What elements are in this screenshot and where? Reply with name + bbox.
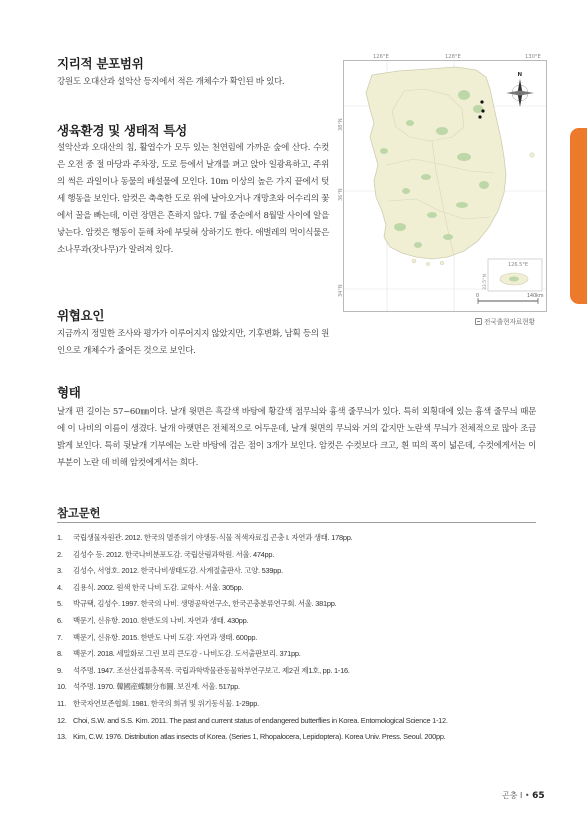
record-point bbox=[481, 109, 484, 112]
scale-start-label: 0 bbox=[476, 294, 480, 299]
reference-text: 박규택, 김성수. 1997. 한국의 나비. 생명공학연구소, 한국곤충분류연구회. 서울. 381pp. bbox=[73, 599, 337, 609]
forest-patch bbox=[458, 90, 470, 100]
reference-number: 10. bbox=[57, 682, 67, 692]
footer-separator: • bbox=[524, 791, 530, 800]
lon-label-130: 130°E bbox=[525, 54, 541, 60]
references-list bbox=[57, 530, 539, 746]
reference-number: 13. bbox=[57, 732, 67, 742]
reference-number: 3. bbox=[57, 566, 63, 576]
forest-patch bbox=[427, 212, 437, 218]
forest-patch bbox=[457, 153, 471, 161]
forest-patch bbox=[479, 181, 489, 189]
forest-patch bbox=[402, 188, 410, 194]
lat-label-36: 36°N bbox=[338, 188, 344, 201]
legend-box-icon bbox=[475, 318, 482, 325]
north-label: N bbox=[517, 72, 523, 78]
island bbox=[530, 153, 534, 157]
reference-number: 6. bbox=[57, 615, 63, 625]
reference-text: 국립생물자원관. 2012. 한국의 멸종위기 야생동·식물 적색자료집 곤충 I. 자연과 생태. 178pp. bbox=[73, 533, 353, 542]
references-divider bbox=[57, 522, 536, 523]
inset-lon-label: 126.5°E bbox=[508, 262, 528, 268]
forest-patch bbox=[421, 174, 431, 180]
page-number: 65 bbox=[532, 791, 545, 801]
reference-number: 4. bbox=[57, 582, 63, 592]
map-top-labels bbox=[343, 51, 549, 60]
reference-number: 8. bbox=[57, 649, 63, 659]
north-arrow-icon bbox=[506, 72, 534, 107]
reference-text: 백문기, 신유항. 2015. 한반도 나비 도감. 자연과 생태. 600pp. bbox=[73, 632, 258, 642]
reference-item bbox=[57, 696, 539, 713]
lon-label-126: 126°E bbox=[373, 54, 389, 60]
forest-patch bbox=[509, 277, 519, 282]
inset-lat-label: 33.5°N bbox=[483, 274, 488, 290]
reference-number: 9. bbox=[57, 665, 63, 675]
reference-text: 백문기. 2018. 세밀화로 그린 보리 큰도감 - 나비도감. 도서출판보리. 371pp. bbox=[73, 649, 301, 659]
habitat-heading: 생육환경 및 생태적 특성 bbox=[57, 123, 187, 138]
forest-patch bbox=[380, 148, 388, 154]
reference-number: 1. bbox=[57, 533, 63, 542]
footer-section-label: 곤충 I bbox=[502, 791, 523, 800]
forest-patch bbox=[473, 105, 483, 113]
reference-item bbox=[57, 713, 539, 730]
distribution-map bbox=[338, 60, 547, 312]
island bbox=[412, 259, 416, 263]
reference-text: 김용식. 2002. 원색 한국 나비 도감. 교학사. 서울. 305pp. bbox=[73, 582, 244, 592]
chapter-side-tab bbox=[570, 128, 587, 304]
reference-number: 5. bbox=[57, 599, 63, 609]
reference-item bbox=[57, 547, 539, 564]
lat-label-34: 34°N bbox=[338, 284, 344, 297]
record-point bbox=[480, 100, 483, 103]
reference-item bbox=[57, 530, 539, 547]
island bbox=[426, 262, 429, 265]
reference-number: 7. bbox=[57, 632, 63, 642]
reference-text: 석주명. 1947. 조선산접류총목록. 국립과학박물관동물학부연구보고. 제2권 제1호, pp. 1-16. bbox=[73, 665, 350, 675]
reference-item bbox=[57, 646, 539, 663]
forest-patch bbox=[456, 202, 468, 208]
korea-landmass bbox=[366, 67, 506, 259]
habitat-text: 설악산과 오대산의 침, 활엽수가 모두 있는 천연림에 가까운 숲에 산다. 수컷은 오전 중 절 마당과 주차장, 도로 등에서 날개를 펴고 앉아 일광욕하고, 주위의 썩은 과일이나 동물의 배설물에 모인다. 10m 이상의 높은 가지 끝에서 텃세 행동을 보인다. 암컷은 축축한 도로 위에 날아오거나 개망초와 어수리의 꽃에서 꿀을 빠는데, 이런 장면은 흔하지 않다. 7월 중순에서 8월말 사이에 알을 낳는다. 암컷은 행동이 둔해 차에 부딪혀 상하기도 한다. 애벌레의 먹이식물은 소나무과(잣나무)가 알려져 있다. bbox=[57, 143, 329, 255]
island bbox=[440, 261, 444, 265]
reference-text: 김성수 등. 2012. 한국나비분포도감. 국립산림과학원. 서울. 474pp. bbox=[73, 549, 275, 559]
forest-patch bbox=[414, 242, 422, 248]
lat-label-38: 38°N bbox=[338, 118, 344, 131]
reference-item bbox=[57, 630, 539, 647]
reference-item bbox=[57, 596, 539, 613]
threats-heading: 위협요인 bbox=[57, 308, 105, 323]
scale-end-label: 140km bbox=[527, 294, 544, 299]
references-heading: 참고문헌 bbox=[57, 506, 101, 520]
reference-text: 김성수, 서영호. 2012. 한국나비생태도감. 사계절출판사. 고양. 539pp. bbox=[73, 566, 283, 576]
reference-item bbox=[57, 663, 539, 680]
reference-text: Choi, S.W. and S.S. Kim. 2011. The past and current status of endangered butterflies in Korea. Entomological Science 1-12. bbox=[73, 715, 448, 725]
reference-item bbox=[57, 613, 539, 630]
forest-patch bbox=[443, 234, 453, 240]
reference-number: 2. bbox=[57, 549, 63, 559]
map-svg bbox=[338, 61, 546, 311]
reference-item bbox=[57, 563, 539, 580]
threats-text: 지금까지 정밀한 조사와 평가가 이루어지지 않았지만, 기후변화, 남획 등의 원인으로 개체수가 줄어든 것으로 보인다. bbox=[57, 329, 329, 356]
forest-patch bbox=[406, 120, 414, 126]
distribution-heading: 지리적 분포범위 bbox=[57, 56, 144, 71]
reference-text: 석주명. 1970. 韓國産蝶類分布圖. 보진재. 서울. 517pp. bbox=[73, 682, 240, 692]
map-caption bbox=[475, 316, 535, 326]
reference-item bbox=[57, 580, 539, 597]
morphology-text: 날개 편 길이는 57~60㎜이다. 날개 윗면은 흑갈색 바탕에 황갈색 점무늬와 흉색 줄무늬가 있다. 특히 외횡대에 있는 흉색 줄무늬 때문에 이 나비의 이름이 생겼다. 날개 아랫면은 전체적으로 어두운데, 날개 윗면의 무늬와 거의 같지만 노란색 무늬가 전체적으로 많아 조금 밝게 보인다. 특히 뒷날개 기부에는 노란 바탕에 검은 점이 3개가 보인다. 암컷은 수컷보다 크고, 흰 띠의 폭이 넓은데, 수컷에게서는 이 부분이 노란 데 비해 암컷에게서는 희다. bbox=[57, 407, 536, 468]
lon-label-128: 128°E bbox=[445, 54, 461, 60]
reference-item bbox=[57, 679, 539, 696]
distribution-text: 강원도 오대산과 설악산 등지에서 적은 개체수가 확인된 바 있다. bbox=[57, 77, 285, 87]
reference-text: 한국자연보존협회. 1981. 한국의 희귀 및 위기동식물. 1-29pp. bbox=[73, 698, 259, 708]
forest-patch bbox=[436, 127, 448, 135]
reference-number: 11. bbox=[57, 698, 66, 708]
reference-text: Kim, C.W. 1976. Distribution atlas insects of Korea. (Series 1, Rhopalocera, Lepidoptera). Korea Univ. Press. Seoul. 200pp. bbox=[73, 732, 446, 742]
page-footer bbox=[502, 790, 545, 801]
reference-number: 12. bbox=[57, 715, 67, 725]
map-caption-text: 전국출현자료현황 bbox=[484, 318, 535, 326]
record-point bbox=[478, 115, 481, 118]
reference-text: 백문기, 신유항. 2010. 한반도의 나비. 자연과 생태. 430pp. bbox=[73, 615, 249, 625]
reference-item bbox=[57, 729, 539, 746]
forest-patch bbox=[394, 223, 406, 231]
morphology-heading: 형태 bbox=[57, 385, 81, 400]
